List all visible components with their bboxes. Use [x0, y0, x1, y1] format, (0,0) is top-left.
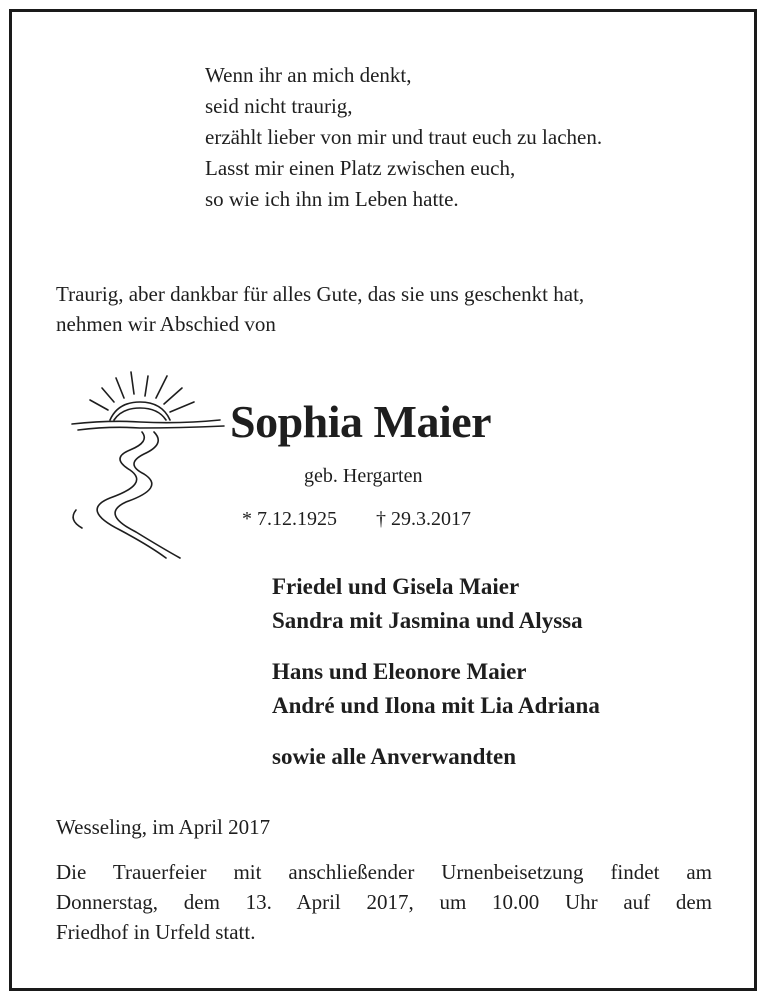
family-line: André und Ilona mit Lia Adriana — [272, 693, 600, 718]
sunrise-path-icon — [70, 370, 230, 560]
notice-line: Friedhof in Urfeld statt. — [56, 920, 256, 944]
poem-line: Lasst mir einen Platz zwischen euch, — [205, 156, 516, 180]
family-line: Sandra mit Jasmina und Alyssa — [272, 608, 583, 633]
intro-line: nehmen wir Abschied von — [56, 312, 276, 336]
poem-line: so wie ich ihn im Leben hatte. — [205, 187, 459, 211]
family-group — [272, 570, 583, 638]
poem-line: seid nicht traurig, — [205, 94, 353, 118]
intro-line: Traurig, aber dankbar für alles Gute, das sie uns geschenkt hat, — [56, 282, 585, 306]
place-date: Wesseling, im April 2017 — [56, 815, 271, 839]
poem-line: erzählt lieber von mir und traut euch zu lachen. — [205, 125, 603, 149]
intro-text — [56, 279, 584, 339]
family-line: sowie alle Anverwandten — [272, 744, 517, 769]
family-line: Friedel und Gisela Maier — [272, 574, 520, 599]
notice-line: Donnerstag, dem 13. April 2017, um 10.00 Uhr auf dem — [56, 890, 712, 914]
family-line: Hans und Eleonore Maier — [272, 659, 527, 684]
death-date: † 29.3.2017 — [376, 508, 471, 530]
family-group — [272, 740, 516, 774]
life-dates — [242, 508, 471, 531]
funeral-notice — [56, 857, 712, 947]
maiden-name: geb. Hergarten — [304, 465, 423, 487]
deceased-name: Sophia Maier — [230, 396, 492, 447]
birth-date: * 7.12.1925 — [242, 508, 337, 530]
notice-line: Die Trauerfeier mit anschließender Urnenbeisetzung findet am — [56, 860, 712, 884]
poem-line: Wenn ihr an mich denkt, — [205, 63, 412, 87]
poem — [205, 60, 602, 215]
family-group — [272, 655, 600, 723]
